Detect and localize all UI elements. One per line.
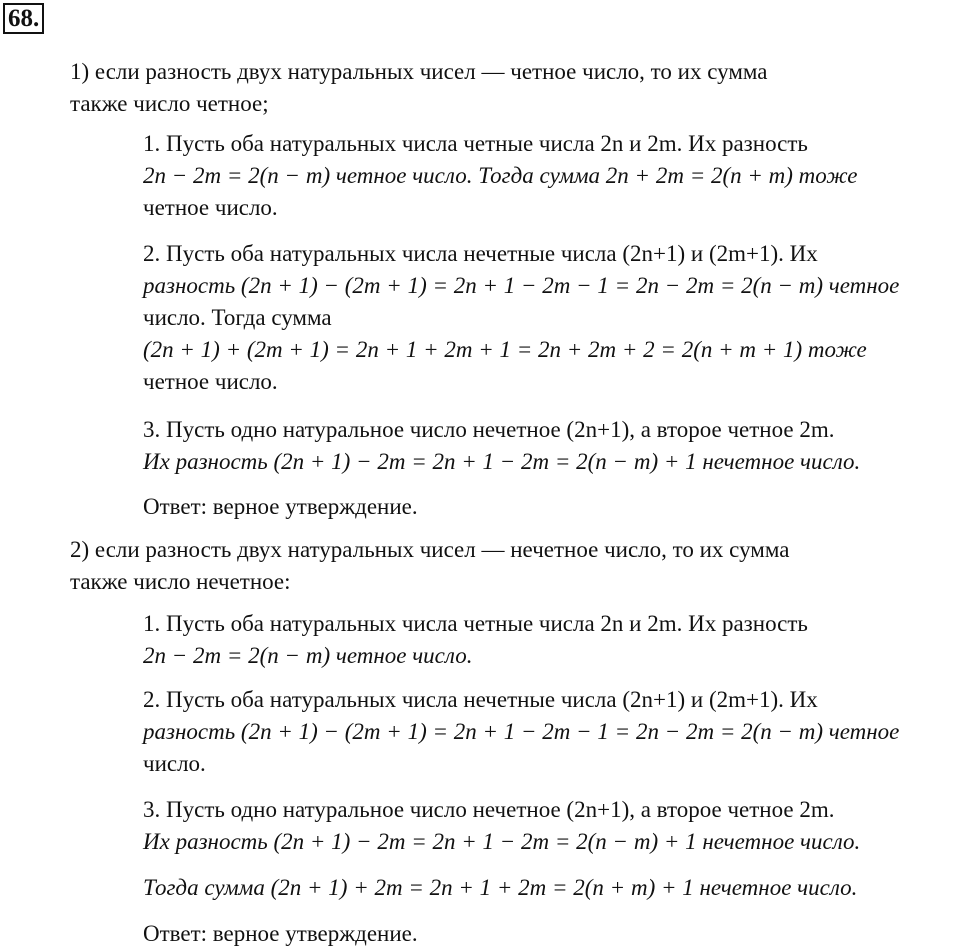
text-line: 1) если разность двух натуральных чисел — четное число, то их сумма xyxy=(70,59,768,84)
answer-text: Ответ: верное утверждение. xyxy=(143,494,418,519)
part1-case3 xyxy=(143,414,958,478)
part1-case2 xyxy=(143,238,958,398)
text-line: также число нечетное: xyxy=(70,569,291,594)
formula-line: (2n + 1) + (2m + 1) = 2n + 1 + 2m + 1 = 2n + 2m + 2 = 2(n + m + 1) тоже xyxy=(143,337,867,362)
formula-line: Тогда сумма (2n + 1) + 2m = 2n + 1 + 2m = 2(n + m) + 1 нечетное число. xyxy=(143,875,858,900)
part2-sum xyxy=(143,872,958,904)
formula-line: Их разность (2n + 1) − 2m = 2n + 1 − 2m = 2(n − m) + 1 нечетное число. xyxy=(143,449,861,474)
text-line: 1. Пусть оба натуральных числа четные числа 2n и 2m. Их разность xyxy=(143,611,808,636)
part1-case1 xyxy=(143,128,958,224)
part2-case3 xyxy=(143,794,958,858)
formula-line: разность (2n + 1) − (2m + 1) = 2n + 1 − 2m − 1 = 2n − 2m = 2(n − m) четное xyxy=(143,273,900,298)
formula-line: Их разность (2n + 1) − 2m = 2n + 1 − 2m = 2(n − m) + 1 нечетное число. xyxy=(143,829,861,854)
text-line: четное число. xyxy=(143,369,278,394)
part2-case2 xyxy=(143,684,958,780)
text-line: 3. Пусть одно натуральное число нечетное (2n+1), а второе четное 2m. xyxy=(143,797,835,822)
text-line: также число четное; xyxy=(70,91,269,116)
formula-line: 2n − 2m = 2(n − m) четное число. xyxy=(143,643,473,668)
text-line: 1. Пусть оба натуральных числа четные числа 2n и 2m. Их разность xyxy=(143,131,808,156)
text-line: 2. Пусть оба натуральных числа нечетные числа (2n+1) и (2m+1). Их xyxy=(143,241,818,266)
answer-text: Ответ: верное утверждение. xyxy=(143,921,418,946)
formula-line: 2n − 2m = 2(n − m) четное число. Тогда сумма 2n + 2m = 2(n + m) тоже xyxy=(143,163,858,188)
text-line: 2) если разность двух натуральных чисел — нечетное число, то их сумма xyxy=(70,537,790,562)
part2-statement xyxy=(70,534,930,598)
text-line: 2. Пусть оба натуральных числа нечетные числа (2n+1) и (2m+1). Их xyxy=(143,687,818,712)
problem-number: 68. xyxy=(3,3,44,34)
part2-answer xyxy=(143,918,958,950)
text-line: число. Тогда сумма xyxy=(143,305,332,330)
part1-statement xyxy=(70,56,930,120)
part1-answer xyxy=(143,491,958,523)
formula-line: разность (2n + 1) − (2m + 1) = 2n + 1 − 2m − 1 = 2n − 2m = 2(n − m) четное xyxy=(143,719,900,744)
text-line: 3. Пусть одно натуральное число нечетное (2n+1), а второе четное 2m. xyxy=(143,417,835,442)
part2-case1 xyxy=(143,608,958,672)
text-line: четное число. xyxy=(143,195,278,220)
text-line: число. xyxy=(143,751,206,776)
